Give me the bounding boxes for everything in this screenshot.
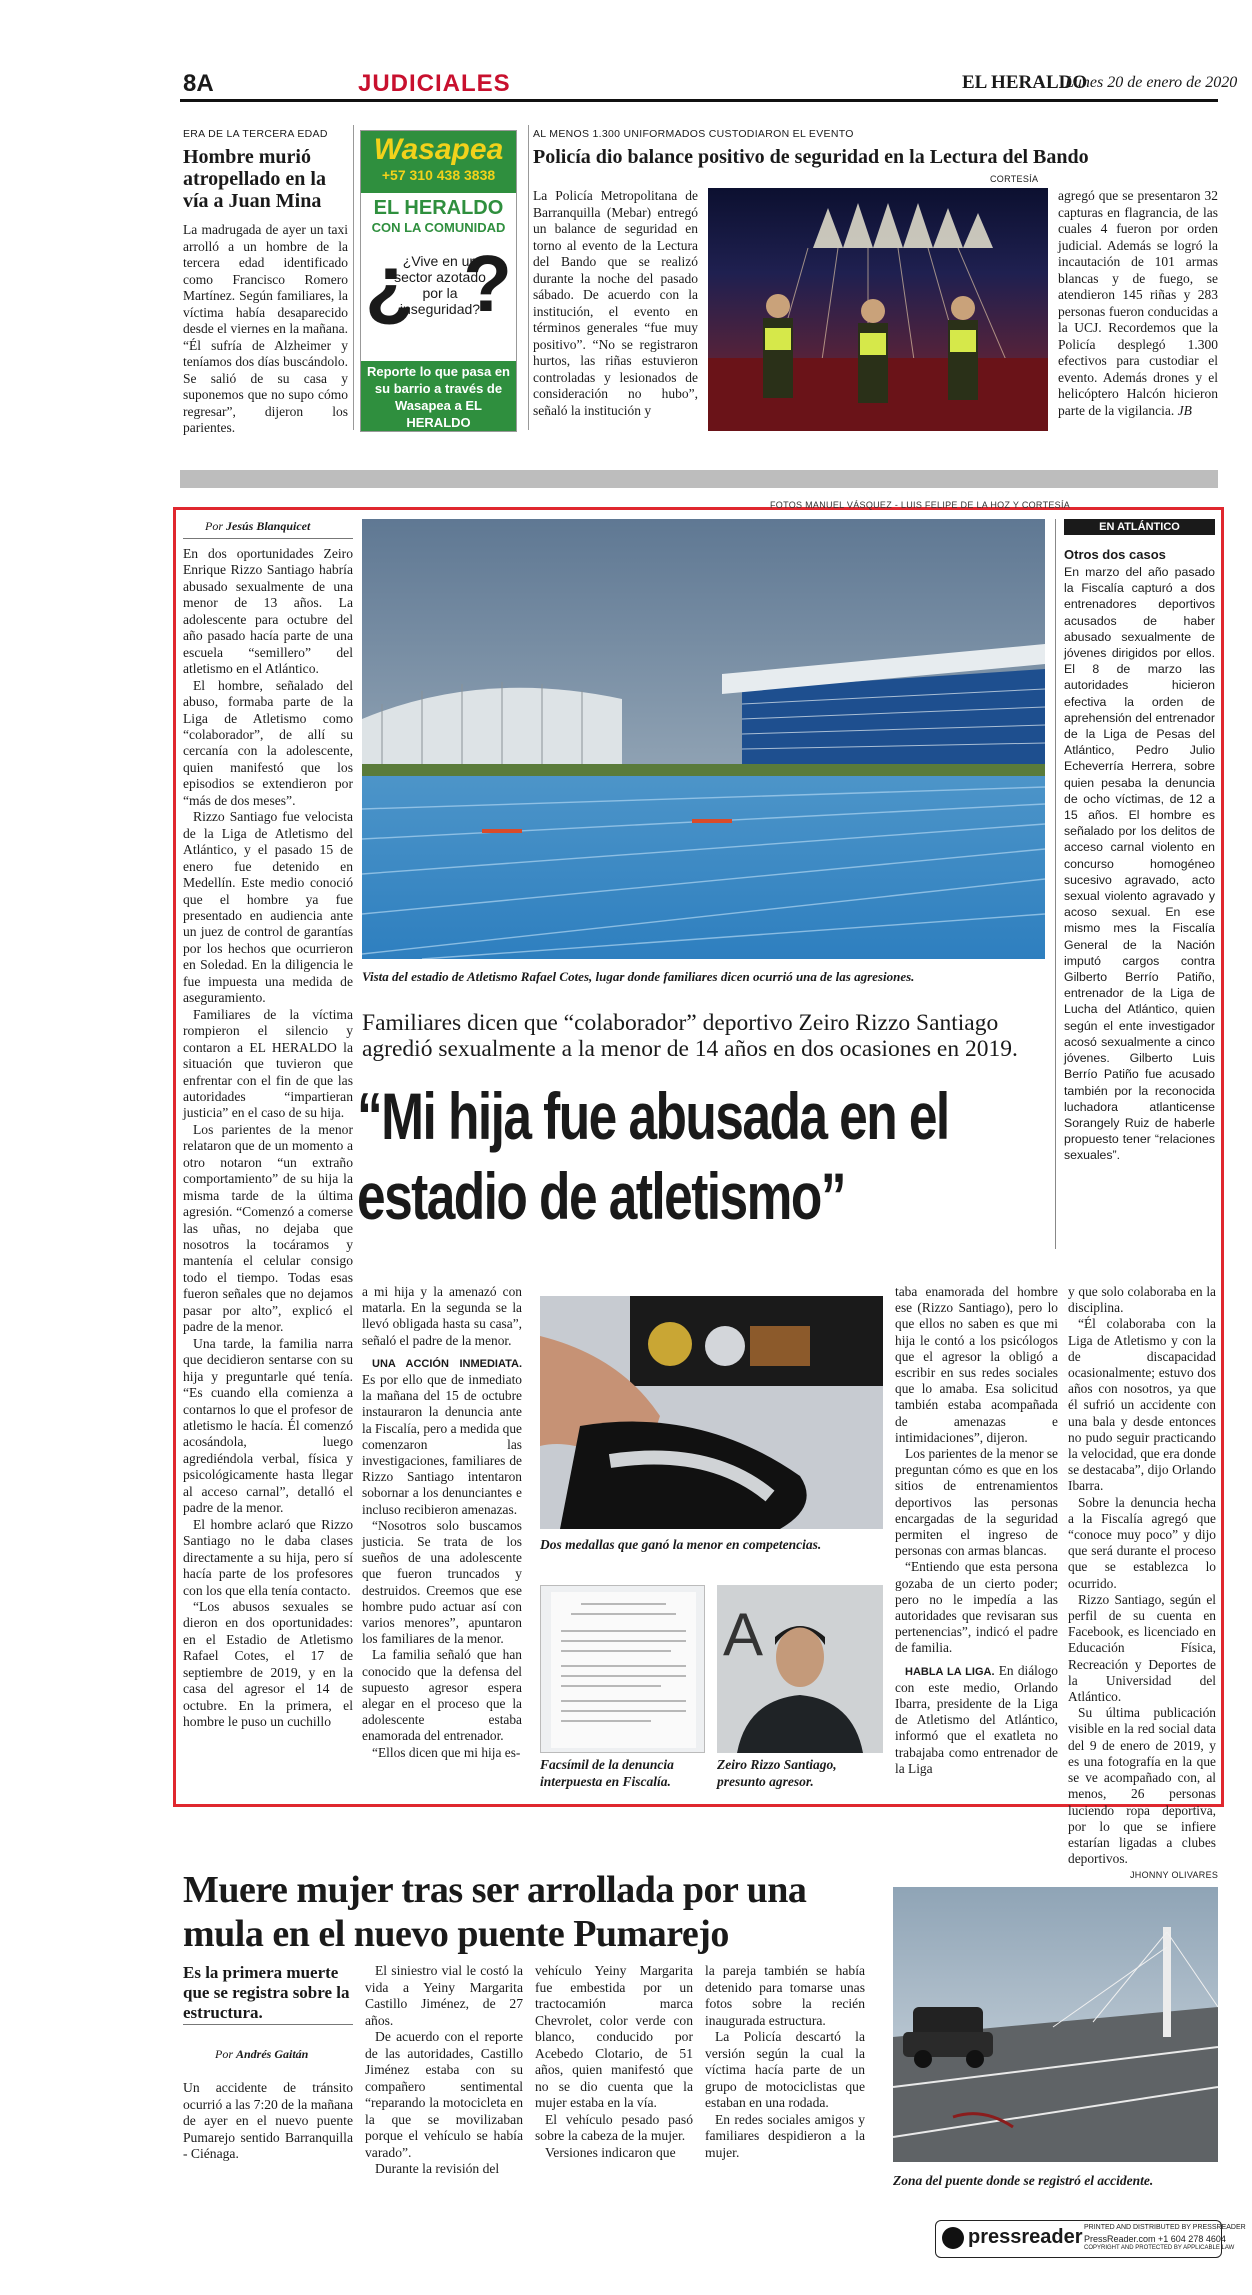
bridge-photo-art: [893, 1887, 1218, 2162]
bottom-subhead: Es la primera muerte que se registra sobre la estructura.: [183, 1963, 350, 2022]
main-headline: “Mi hija fue abusada en el estadio de atletismo”: [357, 1079, 949, 1233]
bottom-col2-p3: Durante la revisión del: [375, 2161, 500, 2176]
story-left-headline: Hombre murió atropellado en la vía a Juan Mina: [183, 146, 326, 212]
bottom-col1: Un accidente de tránsito ocurrió a las 7:20 de la mañana de ayer en el nuevo puente Pumarejo sentido Barranquilla - Ciénaga.: [183, 2080, 353, 2161]
stadium-caption: Vista del estadio de Atletismo Rafael Cotes, lugar donde familiares dicen ocurrió una de las agresiones.: [362, 969, 915, 984]
bottom-col2-p1: El siniestro vial le costó la vida a Yeiny Margarita Castillo Jiménez, de 27 años.: [365, 1963, 523, 2028]
page-number: 8A: [183, 70, 214, 97]
pressreader-line1: PRINTED AND DISTRIBUTED BY PRESSREADER: [1084, 2224, 1246, 2231]
bottom-col4-p1: la pareja también se había detenido para tomarse unas fotos sobre la recién inaugurada estructura.: [705, 1963, 865, 2028]
pressreader-line2: PressReader.com +1 604 278 4604: [1084, 2234, 1226, 2244]
story-top-kicker: AL MENOS 1.300 UNIFORMADOS CUSTODIARON EL EVENTO: [533, 128, 854, 140]
bottom-col4: [705, 1963, 865, 2161]
bottom-headline: Muere mujer tras ser arrollada por una mula en el nuevo puente Pumarejo: [183, 1869, 807, 1955]
fax-photo-art: [541, 1586, 705, 1753]
paragraph: Los parientes de la menor relataron que de un momento a otro notaron “un extraño comportamiento” de su hija la misma tarde de la última agresión. “Comenzó a comerse las uñas, no dejaba que nosotros la tocáramos y mantenía el celular consigo todo el tiempo. Todas esas fueron señales que no dejamos pasar por alto”, explicó el padre de la menor.: [183, 1121, 353, 1335]
sidebar-text: En marzo del año pasado la Fiscalía capturó a dos entrenadores deportivos acusados de haber abusado sexualmente de jóvenes dirigidos por ellos. El 8 de marzo las autoridades hicieron efectiva la orden de aprehensión del entrenador de la Liga de Pesas del Atlántico, Pedro Julio Echeverría Herrera, sobre quien pesaba la denuncia de ocho víctimas, de 12 a 15 años. El hombre es señalado por los delitos de acceso carnal violento en concurso homogéneo sucesivo agravado, acto sexual violento agravado y acoso sexual. En ese mismo mes la Fiscalía General de la Nación imputó cargos contra Gilberto Berrío Patiño, entrenador de la Liga de Lucha del Atlántico, quien según el ente investigador acosó sexualmente a cinco jóvenes. Gilberto Luis Berrío Patiño fue acusado también por la reconocida luchadora atlanticense Sorangely Ruiz de haberle propuesto tener “relaciones sexuales”.: [1064, 565, 1215, 1163]
medals-caption: Dos medallas que ganó la menor en competencias.: [540, 1537, 822, 1552]
paragraph: taba enamorada del hombre ese (Rizzo Santiago), pero lo que ellos no saben es que mi hija le contó a los psicólogos que el agresor la obligó a escribir en sus redes sociales que lo amaba. Esa solicitud también estaba acompañada de amenazas e intimidaciones”, dijeron.: [895, 1284, 1058, 1445]
police-photo-art: [708, 188, 1048, 431]
bottom-col3-p2: El vehículo pesado pasó sobre la cabeza de la mujer.: [535, 2111, 693, 2143]
col2-lead: UNA ACCIÓN INMEDIATA.: [372, 1357, 522, 1370]
byline-prefix: Por: [205, 519, 223, 533]
ad-question-mark-left: ¿: [365, 239, 414, 328]
paragraph: Una tarde, la familia narra que decidieron sentarse con su hija y preguntarle qué tenía. “Es cuando ella comienza a contarnos lo que el profesor de atletismo le hacía. Él comenzó acosándola, luego agrediéndola verbal, física y psicológicamente hasta llegar al acceso carnal”, detalló el padre de la menor.: [183, 1335, 353, 1516]
bottom-col2: [365, 1963, 523, 2178]
paragraph: Sobre la denuncia hecha a la Fiscalía agregó que “conoce muy poco” y dijo que será durante el proceso que se establezca lo ocurrido.: [1068, 1494, 1216, 1591]
background-letter: A: [723, 1601, 764, 1668]
portrait-caption: Zeiro Rizzo Santiago, presunto agresor.: [717, 1757, 837, 1789]
main-col2: [362, 1284, 522, 1761]
col3-lead-text: En diálogo con este medio, Orlando Ibarra, presidente de la Liga de Atletismo del Atlántico, informó que el exatleta no trabajaba como entrenador de la Liga: [895, 1662, 1058, 1776]
story-top-credit: CORTESÍA: [990, 174, 1039, 184]
paragraph: La familia señaló que han conocido que la defensa del supuesto agresor espera alegar en el proceso que la adolescente estaba enamorada del entrenador.: [362, 1647, 522, 1744]
medals-photo: [540, 1296, 883, 1529]
col2-intro: a mi hija y la amenazó con matarla. En la segunda se la llevó obligada hasta su casa”, señaló el padre de la menor.: [362, 1284, 522, 1348]
paragraph: Los parientes de la menor se preguntan cómo es que en los sitios de entrenamientos deportivos las personas encargadas de la seguridad permiten el ingreso de personas con armas blancas.: [895, 1446, 1058, 1559]
pressreader-logo-icon: [942, 2227, 964, 2249]
paragraph: “Ellos dicen que mi hija es-: [372, 1744, 521, 1760]
fax-photo: [540, 1585, 705, 1753]
police-photo: [708, 188, 1048, 431]
bridge-photo: [893, 1887, 1218, 2162]
main-col1: [183, 546, 353, 1731]
bottom-byline-prefix: Por: [215, 2047, 233, 2061]
bridge-caption: Zona del puente donde se registró el accidente.: [893, 2173, 1154, 2188]
story-left-body: La madrugada de ayer un taxi arrolló a un hombre de la tercera edad identificado como Francisco Romero Martínez. Según familiares, la víctima había desaparecido desde el viernes en la mañana. “Él sufría de Alzheimer y teníamos dos días buscándolo. Se salió de su casa y suponemos que no supo cómo regresar”, dijeron los parientes.: [183, 222, 348, 435]
col2-lead-text: Es por ello que de inmediato la mañana del 15 de octubre instauraron la denuncia ante la Fiscalía, pero a medida que comenzaron las investigaciones, familiares de Rizzo Santiago intentaron sobornar a los denunciantes e incluso recibieron amenazas.: [362, 1372, 522, 1517]
bottom-col2-p2: De acuerdo con el reporte de las autoridades, Castillo Jiménez estaba con su compañero sentimental “reparando la motocicleta en la que se movilizaban porque el vehículo se había varado”.: [365, 2029, 523, 2160]
main-col4: [1068, 1284, 1216, 1867]
ad-line2: CON LA COMUNIDAD: [371, 220, 506, 235]
portrait-photo-art: [717, 1585, 883, 1753]
story-top-signature: JB: [1177, 402, 1192, 418]
section-title: JUDICIALES: [358, 70, 511, 97]
bottom-col4-p3: En redes sociales amigos y familiares despidieron a la mujer.: [705, 2111, 865, 2160]
main-photo-credit: FOTOS MANUEL VÁSQUEZ - LUIS FELIPE DE LA HOZ Y CORTESÍA: [770, 500, 1071, 510]
story-left-kicker: ERA DE LA TERCERA EDAD: [183, 128, 328, 140]
byline-name: Jesús Blanquicet: [226, 519, 311, 533]
subhead-rule: [183, 2024, 353, 2025]
paragraph: “Entiendo que esta persona gozaba de un cierto poder; pero no le impedía a las autoridades que revisaran sus pertenencias”, indicó el padre de familia.: [895, 1559, 1058, 1656]
bottom-col4-p2: La Policía descartó la versión según la cual la víctima hacía parte de un grupo de motociclistas que estaban en una rodada.: [705, 2029, 865, 2110]
pressreader-line3: COPYRIGHT AND PROTECTED BY APPLICABLE LAW: [1084, 2245, 1235, 2251]
stadium-photo: [362, 519, 1045, 959]
header-rule: [180, 99, 1218, 102]
paragraph: En dos oportunidades Zeiro Enrique Rizzo Santiago habría abusado sexualmente de una menor de 13 años. La adolescente para octubre del año pasado hacía parte de una escuela “semillero” del atletismo en el Atlántico.: [183, 546, 353, 677]
ad-brand: Wasapea: [373, 133, 504, 166]
paragraph: Rizzo Santiago fue velocista de la Liga de Atletismo del Atlántico, y el pasado 15 de enero fue detenido en Medellín. Este medio conoció que el hombre ya fue presentado en audiencia ante un juez de control de garantías por los hechos que ocurrieron en Soledad. En la diligencia le fue impuesta una medida de aseguramiento.: [183, 809, 353, 1006]
paragraph: y que solo colaboraba en la disciplina.: [1068, 1284, 1216, 1316]
ad-line1: EL HERALDO: [373, 197, 504, 219]
column-divider: [353, 125, 354, 430]
bottom-col3: [535, 1963, 693, 2161]
main-deck: Familiares dicen que “colaborador” deportivo Zeiro Rizzo Santiago agredió sexualmente a la menor de 14 años en dos ocasiones en 2019.: [362, 1010, 1018, 1062]
sidebar-tag: EN ATLÁNTICO: [1064, 519, 1215, 535]
paragraph: El hombre aclaró que Rizzo Santiago no le daba clases directamente a su hija, pero sí hacía parte de los profesores con los que ella tenía contacto.: [183, 1516, 353, 1598]
col2-rest: [362, 1518, 522, 1761]
sidebar-title: Otros dos casos: [1064, 547, 1166, 562]
bottom-photo-credit: JHONNY OLIVARES: [1130, 1870, 1219, 1880]
stadium-photo-art: [362, 519, 1045, 959]
paragraph: Su última publicación visible en la red social data del 9 de enero de 2019, y es una fotografía en la que se ve acompañado con, al menos, 26 personas luciendo ropa deportiva, por lo que se infiere estarían ligadas a clubes deportivos.: [1068, 1705, 1216, 1867]
bottom-byline: [215, 2047, 308, 2062]
story-top-body1: La Policía Metropolitana de Barranquilla (Mebar) entregó un balance de seguridad en torno al evento de la Lectura del Bando que se realizó durante la noche del pasado sábado. De acuerdo con la institución, el evento en términos generales “fue muy positivo”. “No se registraron hurtos, las riñas estuvieron controladas y lesionados de consideración no hubo”, señaló la institución y: [533, 188, 698, 418]
paragraph: El hombre, señalado del abuso, formaba parte de la Liga de Atletismo como “colaborador”, de allí su cercanía con la adolescente, quien manifestó que los episodios se extendieron por “más de dos meses”.: [183, 677, 353, 808]
medals-photo-art: [540, 1296, 883, 1529]
paragraph: “Él colaboraba con la Liga de Atletismo y con la de discapacidad ocasionalmente; estuvo dos años con nosotros, ya que él sufrió un accidente con una bala y desde entonces no pudo seguir practicando la velocidad, que era donde se destacaba”, dijo Orlando Ibarra.: [1068, 1316, 1216, 1494]
pressreader-brand: pressreader: [968, 2226, 1083, 2248]
issue-date: Lunes 20 de enero de 2020: [1065, 74, 1238, 91]
paragraph: Familiares de la víctima rompieron el silencio y contaron a EL HERALDO la situación que tuvieron que enfrentar con el fin de que las autoridades “impartieran justicia” en el caso de su hija.: [183, 1006, 353, 1121]
bottom-byline-name: Andrés Gaitán: [236, 2047, 309, 2061]
sidebar-box: [1055, 519, 1215, 1249]
ad-phone: +57 310 438 3838: [381, 167, 496, 183]
paragraph: “Los abusos sexuales se dieron en dos oportunidades: en el Estadio de Atletismo Rafael Cotes, el 17 de septiembre de 2019, y en la casa del agresor el 14 de octubre. En la primera, el hombre le puso un cuchillo: [183, 1599, 353, 1730]
col3-lead: HABLA LA LIGA.: [905, 1665, 995, 1678]
ad-question-mark-right: ?: [463, 239, 512, 328]
ad-question: ¿Vive en un sector azotado por la inseguridad?: [394, 253, 486, 317]
gray-separator-band: [180, 470, 1218, 488]
fax-caption: Facsímil de la denuncia interpuesta en Fiscalía.: [540, 1757, 674, 1789]
story-top-body2: agregó que se presentaron 32 capturas en flagrancia, de las cuales 4 fueron por orden judicial. Además se logró la incautación de 101 armas blancas y de fuego, se atendieron 145 riñas y 283 personas fueron conducidas a la UCJ. Recordemos que la Policía desplegó 1.300 efectivos para custodiar el evento. Además drones y el helicóptero Halcón hicieron parte de la vigilancia. JB: [1058, 188, 1218, 418]
byline-rule: [183, 538, 353, 539]
main-col3: [895, 1284, 1058, 1777]
column-divider: [528, 125, 529, 430]
paper-name: EL HERALDO: [962, 72, 1088, 93]
col3-paragraphs: [895, 1284, 1058, 1657]
portrait-photo: [717, 1585, 883, 1753]
wasapea-ad[interactable]: [360, 130, 517, 432]
main-byline: [205, 519, 310, 534]
bottom-col3-p1: vehículo Yeiny Margarita fue embestida por un tractocamión marca Chevrolet, color verde con blanco, conducido por Acebedo Clotario, de 51 años, quien manifestó que no se dio cuenta que la mujer estaba en la vía.: [535, 1963, 693, 2110]
pressreader-badge[interactable]: [935, 2220, 1246, 2258]
ad-cta: Reporte lo que pasa en su barrio a través de Wasapea a EL HERALDO: [361, 361, 516, 431]
bottom-col3-p3: Versiones indicaron que: [545, 2144, 676, 2160]
story-top-headline: Policía dio balance positivo de seguridad en la Lectura del Bando: [533, 146, 1089, 168]
paragraph: Rizzo Santiago, según el perfil de su cuenta en Facebook, es licenciado en Educación Física, Recreación y Deportes de la Universidad del Atlántico.: [1068, 1591, 1216, 1705]
paragraph: “Nosotros solo buscamos justicia. Se trata de los sueños de una adolescente que fueron truncados y destruidos. Creemos que ese hombre pudo actuar así con varios menores”, apuntaron los familiares de la menor.: [362, 1517, 522, 1647]
